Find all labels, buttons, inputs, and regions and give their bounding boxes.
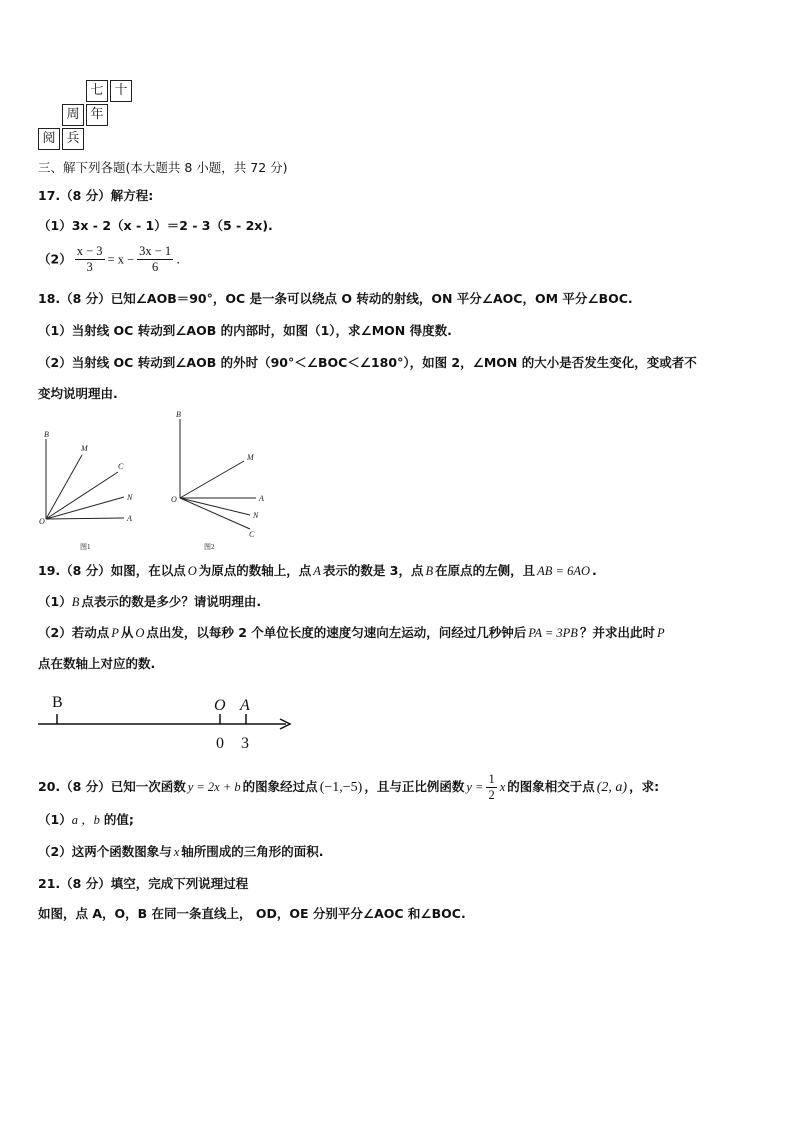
- point-label-o: O: [214, 697, 226, 714]
- q20-stem: [38, 772, 659, 803]
- q19-part2-text: 从: [120, 625, 134, 640]
- q20-part2: [38, 844, 324, 860]
- grid-cell: 阅: [38, 128, 60, 150]
- var-a: A: [313, 564, 321, 578]
- q20-stem-text: 20.（8 分）已知一次函数: [38, 779, 186, 794]
- q17-part1: （1）3x - 2（x - 1）＝2 - 3（5 - 2x).: [38, 218, 273, 233]
- point-coordinates: (−1,−5): [319, 780, 363, 795]
- ray-on: [46, 497, 124, 519]
- q19-part2-text: （2）若动点: [38, 625, 110, 640]
- grid-cell: 十: [110, 80, 132, 102]
- q19-stem-text: 19.（8 分）如图，在以点: [38, 563, 186, 578]
- q20-part1-prefix: （1）: [38, 812, 72, 827]
- q21-stem: 21.（8 分）填空，完成下列说理过程: [38, 876, 249, 891]
- fraction-denominator: 6: [152, 260, 159, 274]
- grid-cell: 七: [86, 80, 108, 102]
- tick-label-zero: 0: [216, 735, 224, 752]
- point-label-a: A: [240, 697, 250, 714]
- equation: AB = 6AO: [537, 564, 590, 578]
- function-expression: y = 2x + b: [187, 780, 241, 794]
- q17-stem: 17.（8 分）解方程:: [38, 188, 154, 203]
- var-b: B: [71, 595, 80, 609]
- fraction: [75, 244, 105, 275]
- q19-part2-text: 点出发，以每秒 2 个单位长度的速度匀速向左运动，问经过几秒钟后: [146, 625, 527, 640]
- figure-caption: 图1: [80, 543, 91, 551]
- fraction-denominator: 3: [86, 260, 93, 274]
- ray-oc: [180, 498, 250, 529]
- variables: a ，b: [71, 813, 100, 827]
- fraction-denominator: 2: [488, 788, 495, 802]
- q18-part1: （1）当射线 OC 转动到∠AOB 的内部时，如图（1），求∠MON 得度数.: [38, 323, 452, 338]
- label-a: A: [127, 514, 132, 523]
- q19-stem-text: .: [591, 563, 597, 578]
- fraction: [486, 772, 496, 803]
- label-o: O: [39, 517, 45, 526]
- var-p: P: [111, 626, 119, 640]
- var-x: x: [499, 780, 506, 794]
- q17-part2-middle: = x −: [107, 252, 135, 267]
- label-m: M: [247, 453, 254, 462]
- label-n: N: [253, 511, 259, 520]
- q17-part2: [38, 244, 180, 275]
- var-b: B: [425, 564, 434, 578]
- angle-figure-2: [168, 405, 278, 555]
- function-expression: y =: [466, 780, 484, 794]
- section-heading: 三、解下列各题(本大题共 8 小题，共 72 分): [38, 160, 288, 175]
- fraction-numerator: x − 3: [76, 244, 103, 258]
- label-o: O: [171, 495, 177, 504]
- figure-caption: 图2: [204, 543, 215, 551]
- point-coordinates: (2, a): [596, 780, 628, 795]
- var-x: x: [173, 845, 180, 859]
- q20-part2-text: （2）这两个函数图象与: [38, 844, 172, 859]
- label-c: C: [118, 462, 124, 471]
- label-b: B: [44, 430, 49, 439]
- q19-part2-text: ？并求出此时: [579, 625, 655, 640]
- q21-line1: 如图，点 A，O，B 在同一条直线上， OD，OE 分别平分∠AOC 和∠BOC.: [38, 906, 466, 921]
- q17-part2-prefix: （2）: [38, 251, 72, 267]
- ray-oc: [46, 472, 118, 519]
- q19-part2-line1: [38, 625, 665, 641]
- ray-oa: [46, 518, 124, 519]
- q20-stem-text: 的图象相交于点: [507, 779, 595, 794]
- grid-cell: 周: [62, 104, 84, 126]
- ray-om: [46, 455, 82, 519]
- label-a: A: [259, 494, 264, 503]
- fraction-numerator: 1: [488, 772, 495, 786]
- q19-stem: [38, 563, 597, 579]
- q17-part2-end: .: [176, 251, 181, 267]
- ray-on: [180, 498, 250, 515]
- ray-om: [180, 461, 244, 498]
- q20-part2-text: 轴所围成的三角形的面积.: [181, 844, 324, 859]
- label-m: M: [81, 444, 88, 453]
- q20-stem-text: ，求:: [629, 779, 660, 794]
- q20-stem-text: ，且与正比例函数: [364, 779, 465, 794]
- tick-label-three: 3: [241, 735, 249, 752]
- q19-part1-prefix: （1）: [38, 594, 72, 609]
- q18-part2-line2: 变均说明理由.: [38, 386, 118, 401]
- number-line: [36, 690, 300, 754]
- var-p: P: [656, 626, 665, 640]
- fraction-numerator: 3x − 1: [139, 244, 172, 258]
- q18-stem: 18.（8 分）已知∠AOB＝90°，OC 是一条可以绕点 O 转动的射线，ON 平分∠AOC，OM 平分∠BOC.: [38, 291, 633, 306]
- label-c: C: [249, 530, 255, 539]
- q19-part2-line2: 点在数轴上对应的数.: [38, 656, 156, 671]
- fraction: [137, 244, 173, 275]
- q20-part1: [38, 812, 134, 828]
- var-o: O: [135, 626, 145, 640]
- q19-stem-text: 在原点的左侧，且: [435, 563, 536, 578]
- q19-stem-text: 表示的数是 3，点: [322, 563, 424, 578]
- angle-figure-1: [36, 405, 146, 555]
- q20-part1-text: 的值;: [103, 812, 134, 827]
- q18-part2-line1: （2）当射线 OC 转动到∠AOB 的外时（90°＜∠BOC＜∠180°），如图 2，∠MON 的大小是否发生变化，变或者不: [38, 355, 697, 370]
- point-label-b: B: [52, 694, 63, 711]
- label-b: B: [176, 410, 181, 419]
- q19-part1: [38, 594, 261, 610]
- var-o: O: [187, 564, 197, 578]
- q19-part1-text: 点表示的数是多少？请说明理由.: [81, 594, 262, 609]
- equation: PA = 3PB: [528, 626, 578, 640]
- grid-cell: 兵: [62, 128, 84, 150]
- q19-stem-text: 为原点的数轴上，点: [198, 563, 312, 578]
- q20-stem-text: 的图象经过点: [242, 779, 318, 794]
- label-n: N: [127, 493, 133, 502]
- grid-cell: 年: [86, 104, 108, 126]
